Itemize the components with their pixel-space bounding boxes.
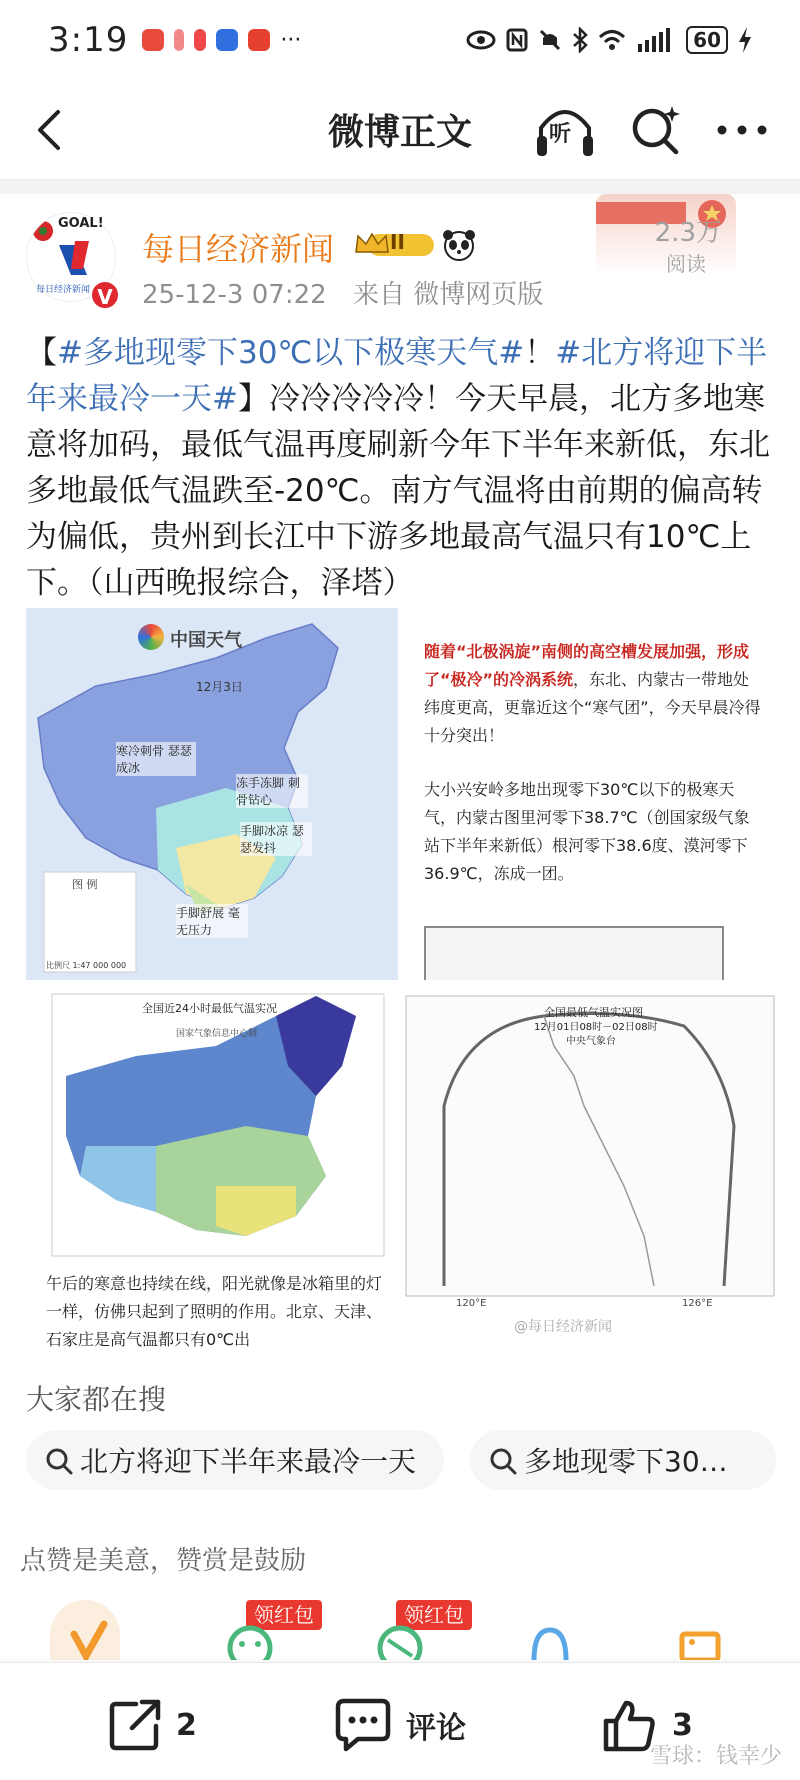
eye-icon (466, 29, 496, 51)
share-count: 2 (176, 1707, 197, 1743)
post-image-weather-map[interactable] (26, 608, 398, 980)
nfc-icon (506, 28, 528, 52)
post-image-temperature-map[interactable] (26, 986, 398, 1358)
comment-icon (334, 1697, 392, 1753)
map-title: 全国最低气温实况图 (544, 1006, 643, 1019)
charging-icon (738, 27, 752, 53)
panel-highlight: 随着“北极涡旋”南侧的高空槽发展加强，形成了“极冷”的冷涡系统 (424, 642, 750, 689)
reward-emoji-icon[interactable] (210, 1600, 290, 1660)
search-suggestion-label: 北方将迎下半年来最冷一天 (80, 1445, 417, 1478)
reward-vote-icon[interactable] (48, 1600, 128, 1660)
reward-prompt: 点赞是美意，赞赏是鼓励 (20, 1546, 307, 1576)
share-button[interactable] (108, 1697, 197, 1753)
map-source: 国家气象信息中心制 (176, 1029, 258, 1039)
search-icon (44, 1446, 74, 1476)
signal-icon (636, 28, 676, 52)
page-title: 微博正文 (327, 112, 472, 153)
hashtag-link[interactable]: #多地现零下30℃以下极寒天气# (57, 335, 525, 371)
panel-map-thumbnail (424, 926, 724, 980)
panel-text: ，东北、内蒙古一带地处纬度更高，更靠近这个“寒气团”，今天早晨冷得十分突出！ (424, 670, 761, 745)
source-watermark: 雪球：钱幸少 (649, 1744, 782, 1769)
post-image-station-map[interactable] (404, 986, 776, 1358)
post-meta (142, 274, 561, 311)
search-icon (488, 1446, 518, 1476)
search-suggestion-label: 多地现零下30… (524, 1445, 728, 1478)
map-label: 手脚冰凉 瑟瑟发抖 (240, 822, 312, 856)
bluetooth-icon (572, 27, 588, 53)
notification-icons (142, 28, 301, 53)
app-notification-icon (194, 29, 206, 51)
more-notifications-icon: ··· (280, 27, 302, 53)
verified-badge: V (90, 280, 120, 310)
wifi-icon (598, 29, 626, 51)
post-body (26, 330, 776, 606)
hashtag-link[interactable]: #北方将迎下半年来最冷一天# (26, 335, 768, 417)
comment-button[interactable] (334, 1697, 466, 1753)
reads-counter (596, 194, 736, 284)
image-watermark: @每日经济新闻 (514, 1319, 612, 1335)
comment-label: 评论 (406, 1711, 466, 1746)
bracket: 】 (237, 381, 269, 417)
brand-logo-icon (138, 624, 164, 650)
post-image-text-panel[interactable] (404, 608, 776, 980)
nav-bar (0, 80, 800, 180)
reward-image-icon[interactable] (660, 1600, 740, 1660)
author-name[interactable]: 每日经济新闻 (142, 230, 335, 268)
post-source: 来自 微博网页版 (352, 280, 544, 310)
system-icons (466, 26, 752, 54)
reward-options (0, 1600, 800, 1660)
reads-label: 阅读 (666, 252, 706, 276)
map-subtitle: 12月01日08时－02日08时 (534, 1022, 658, 1033)
map-brand: 中国天气 (170, 630, 242, 651)
search-section-title: 大家都在搜 (26, 1383, 167, 1416)
status-bar (0, 0, 800, 80)
level-label: II (390, 230, 405, 254)
battery-level: 60 (686, 26, 728, 54)
status-time: 3:19 (48, 20, 129, 60)
map-label: 寒冷刺骨 瑟瑟成冰 (116, 742, 196, 776)
reward-aperture-icon[interactable] (360, 1600, 440, 1660)
panda-icon (442, 228, 476, 262)
mute-icon (538, 28, 562, 52)
red-packet-badge[interactable]: 领红包 (396, 1600, 472, 1630)
app-notification-icon (248, 29, 270, 51)
app-notification-icon (216, 29, 238, 51)
section-divider (0, 180, 800, 194)
post-date: 25-12-3 07:22 (142, 280, 327, 310)
app-notification-icon (174, 29, 184, 51)
map-label: 冻手冻脚 刺骨钻心 (236, 774, 308, 808)
bracket: 【 (26, 335, 57, 371)
lon-label: 126°E (682, 1298, 713, 1309)
search-suggestion-chip[interactable] (26, 1430, 444, 1490)
map-scale: 比例尺 1:47 000 000 (46, 961, 127, 970)
app-notification-icon (142, 29, 164, 51)
reads-count: 2.3万 (654, 218, 722, 248)
share-icon (108, 1698, 162, 1752)
avatar-caption: 每日经济新闻 (36, 285, 91, 295)
map-date: 12月3日 (196, 680, 243, 694)
map-title: 全国近24小时最低气温实况 (142, 1002, 277, 1015)
panel-paragraph (424, 638, 764, 750)
map-label: 手脚舒展 毫无压力 (176, 904, 248, 938)
punctuation: ！ (524, 335, 556, 371)
bottom-action-bar (0, 1662, 800, 1780)
panel-paragraph: 大小兴安岭多地出现零下30℃以下的极寒天气，内蒙古图里河零下38.7℃（创国家级气象站下半年来新低）根河零下38.6度、漠河零下36.9℃，冻成一团。 (424, 780, 750, 883)
red-packet-badge[interactable]: 领红包 (246, 1600, 322, 1630)
legend-title: 图 例 (72, 878, 98, 891)
search-icon[interactable] (628, 102, 684, 158)
reward-bell-icon[interactable] (510, 1600, 590, 1660)
search-suggestion-chip[interactable] (470, 1430, 776, 1490)
map-org: 中央气象台 (566, 1036, 616, 1047)
more-icon[interactable] (712, 110, 772, 150)
image-caption: 午后的寒意也持续在线，阳光就像是冰箱里的灯一样，仿佛只起到了照明的作用。北京、天津、石家庄是高气温都只有0℃出 (46, 1274, 383, 1349)
listen-label: 听 (549, 122, 572, 147)
avatar-brand-text: GOAL! (58, 216, 104, 231)
author-header (0, 194, 800, 314)
lon-label: 120°E (456, 1298, 487, 1309)
like-count: 3 (672, 1707, 693, 1743)
post-body-text: 冷冷冷冷冷！今天早晨，北方多地寒意将加码，最低气温再度刷新今年下半年来新低，东北多地最低气温跌至-20℃。南方气温将由前期的偏高转为偏低，贵州到长江中下游多地最高气温只有10℃上下。（山西晚报综合，泽塔） (26, 381, 770, 601)
listen-button[interactable] (533, 100, 597, 160)
